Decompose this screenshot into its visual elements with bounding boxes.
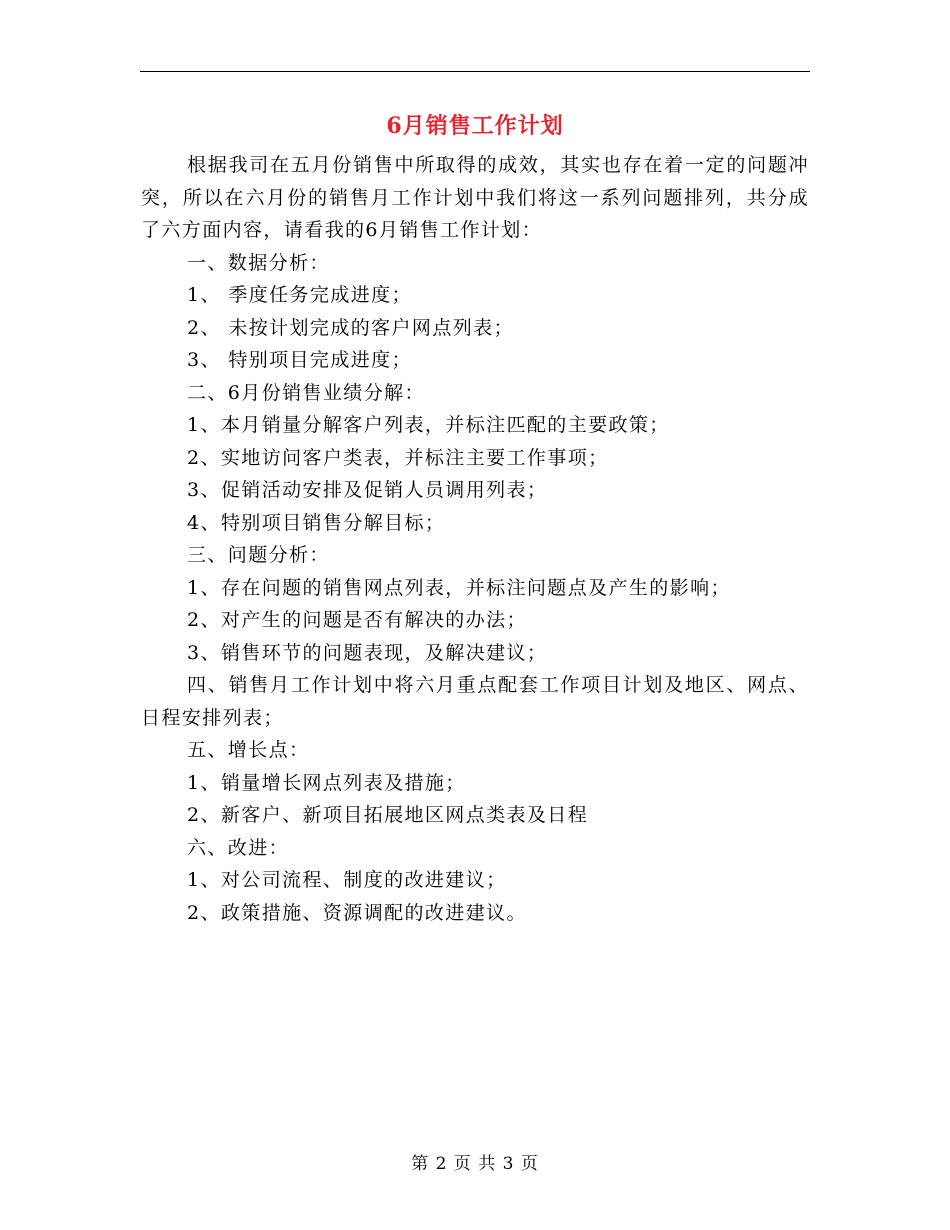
list-item: 4、特别项目销售分解目标； <box>187 511 446 534</box>
document-title: 6月销售工作计划 <box>386 113 564 139</box>
list-item: 2、 未按计划完成的客户网点列表； <box>187 316 514 339</box>
list-item: 2、新客户、新项目拓展地区网点类表及日程 <box>187 804 589 826</box>
list-item: 1、对公司流程、制度的改进建议； <box>187 869 507 891</box>
list-item: 1、本月销量分解客户列表，并标注匹配的主要政策； <box>187 414 670 436</box>
section-heading-key-projects: 四、销售月工作计划中将六月重点配套工作项目计划及地区、网点、日程安排列表； <box>141 674 809 729</box>
list-item: 1、存在问题的销售网点列表，并标注问题点及产生的影响； <box>187 576 731 599</box>
list-item: 2、实地访问客户类表，并标注主要工作事项； <box>187 446 609 469</box>
list-item: 3、 特别项目完成进度； <box>187 349 412 371</box>
section-heading-growth-points: 五、增长点： <box>187 739 310 761</box>
list-item: 3、销售环节的问题表现，及解决建议； <box>187 641 548 664</box>
list-item: 1、 季度任务完成进度； <box>187 284 412 306</box>
intro-paragraph: 根据我司在五月份销售中所取得的成效，其实也存在着一定的问题冲突，所以在六月份的销售月工作计划中我们将这一系列问题排列，共分成了六方面内容，请看我的6月销售工作计划： <box>141 154 809 241</box>
section-heading-problem-analysis: 三、问题分析： <box>187 544 330 566</box>
section-heading-improvements: 六、改进： <box>187 836 290 859</box>
document-body <box>141 149 809 929</box>
page-number-footer: 第 2 页 共 3 页 <box>411 1154 539 1174</box>
list-item: 3、促销活动安排及促销人员调用列表； <box>187 479 548 501</box>
section-heading-data-analysis: 一、数据分析： <box>187 251 330 274</box>
list-item: 1、销量增长网点列表及措施； <box>187 771 466 794</box>
list-item: 2、政策措施、资源调配的改进建议。 <box>187 901 527 924</box>
header-rule <box>140 71 810 72</box>
section-heading-sales-breakdown: 二、6月份销售业绩分解： <box>187 381 425 404</box>
list-item: 2、对产生的问题是否有解决的办法； <box>187 609 527 631</box>
